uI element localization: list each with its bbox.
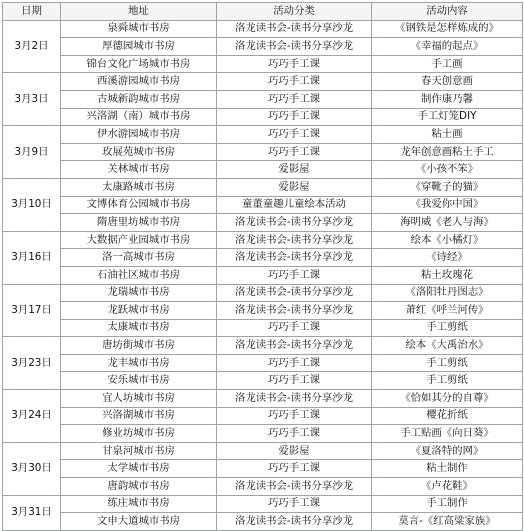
content-cell: 手工贴画《向日葵》	[372, 425, 523, 443]
content-cell: 制作康乃馨	[372, 90, 523, 108]
table-row	[3, 319, 523, 337]
header-address: 地址	[61, 3, 217, 21]
address-cell: 玫展苑城市书房	[61, 143, 217, 161]
content-cell: 粘土制作	[372, 460, 523, 478]
content-cell: 手工灯笼DIY	[372, 108, 523, 126]
category-cell: 洛龙读书会-读书分享沙龙	[217, 478, 372, 496]
table-row	[3, 38, 523, 56]
address-cell: 文申大道城市书房	[61, 513, 217, 531]
category-cell: 巧巧手工课	[217, 73, 372, 91]
category-cell: 巧巧手工课	[217, 460, 372, 478]
address-cell: 甘泉河城市书房	[61, 442, 217, 460]
table-row	[3, 143, 523, 161]
category-cell: 巧巧手工课	[217, 266, 372, 284]
address-cell: 太学城市书房	[61, 460, 217, 478]
date-cell: 3月23日	[3, 337, 61, 390]
category-cell: 巧巧手工课	[217, 90, 372, 108]
content-cell: 莫言-《红高粱家族》	[372, 513, 523, 531]
category-cell: 巧巧手工课	[217, 108, 372, 126]
address-cell: 兴洛湖（南）城市书房	[61, 108, 217, 126]
table-row	[3, 478, 523, 496]
category-cell: 巧巧手工课	[217, 55, 372, 73]
table-row	[3, 90, 523, 108]
address-cell: 唐韵城市书房	[61, 478, 217, 496]
content-cell: 《诗经》	[372, 249, 523, 267]
category-cell: 洛龙读书会-读书分享沙龙	[217, 302, 372, 320]
address-cell: 古城新韵城市书房	[61, 90, 217, 108]
category-cell: 洛龙读书会-读书分享沙龙	[217, 284, 372, 302]
content-cell: 《幸福的起点》	[372, 38, 523, 56]
table-row	[3, 425, 523, 443]
address-cell: 洛一高城市书房	[61, 249, 217, 267]
address-cell: 修业坊城市书房	[61, 425, 217, 443]
table-row	[3, 513, 523, 531]
table-row	[3, 161, 523, 179]
category-cell: 洛龙读书会-读书分享沙龙	[217, 513, 372, 531]
table-row	[3, 196, 523, 214]
table-row	[3, 108, 523, 126]
table-row	[3, 284, 523, 302]
content-cell: 粘土玫瑰花	[372, 266, 523, 284]
content-cell: 《我爱你中国》	[372, 196, 523, 214]
table-row	[3, 178, 523, 196]
content-cell: 《恰如其分的自尊》	[372, 390, 523, 408]
address-cell: 龙瑞城市书房	[61, 284, 217, 302]
content-cell: 海明威《老人与海》	[372, 214, 523, 232]
table-row	[3, 460, 523, 478]
category-cell: 巧巧手工课	[217, 372, 372, 390]
category-cell: 洛龙读书会-读书分享沙龙	[217, 214, 372, 232]
category-cell: 巧巧手工课	[217, 143, 372, 161]
address-cell: 练庄城市书房	[61, 495, 217, 513]
address-cell: 安乐城市书房	[61, 372, 217, 390]
address-cell: 兴洛湖城市书房	[61, 407, 217, 425]
date-cell: 3月10日	[3, 178, 61, 231]
address-cell: 宜人坊城市书房	[61, 390, 217, 408]
header-content: 活动内容	[372, 3, 523, 21]
category-cell: 巧巧手工课	[217, 425, 372, 443]
category-cell: 洛龙读书会-读书分享沙龙	[217, 390, 372, 408]
date-cell: 3月30日	[3, 442, 61, 495]
table-row	[3, 73, 523, 91]
table-row	[3, 337, 523, 355]
category-cell: 巧巧手工课	[217, 126, 372, 144]
table-row	[3, 214, 523, 232]
date-cell: 3月9日	[3, 126, 61, 179]
content-cell: 龙年创意画粘土手工	[372, 143, 523, 161]
address-cell: 龙丰城市书房	[61, 354, 217, 372]
table-row	[3, 20, 523, 38]
table-row	[3, 390, 523, 408]
content-cell: 《夏洛特的网》	[372, 442, 523, 460]
content-cell: 《洛阳牡丹图志》	[372, 284, 523, 302]
content-cell: 手工剪纸	[372, 319, 523, 337]
address-cell: 隋唐里坊城市书房	[61, 214, 217, 232]
address-cell: 伊水游园城市书房	[61, 126, 217, 144]
content-cell: 春天创意画	[372, 73, 523, 91]
category-cell: 洛龙读书会-读书分享沙龙	[217, 20, 372, 38]
category-cell: 巧巧手工课	[217, 319, 372, 337]
table-row	[3, 126, 523, 144]
address-cell: 龙跃城市书房	[61, 302, 217, 320]
table-row	[3, 354, 523, 372]
table-row	[3, 55, 523, 73]
content-cell: 绘本《小橘灯》	[372, 231, 523, 249]
category-cell: 爱影屋	[217, 161, 372, 179]
address-cell: 泉舜城市书房	[61, 20, 217, 38]
date-cell: 3月3日	[3, 73, 61, 126]
schedule-document	[2, 2, 523, 531]
category-cell: 洛龙读书会-读书分享沙龙	[217, 249, 372, 267]
table-row	[3, 442, 523, 460]
content-cell: 《卢花鞋》	[372, 478, 523, 496]
category-cell: 巧巧手工课	[217, 495, 372, 513]
content-cell: 萧红《呼兰河传》	[372, 302, 523, 320]
address-cell: 文博体育公园城市书房	[61, 196, 217, 214]
category-cell: 巧巧手工课	[217, 407, 372, 425]
content-cell: 《小孩不笨》	[372, 161, 523, 179]
category-cell: 巧巧手工课	[217, 354, 372, 372]
content-cell: 手工画	[372, 55, 523, 73]
category-cell: 洛龙读书会-读书分享沙龙	[217, 231, 372, 249]
table-row	[3, 266, 523, 284]
schedule-body	[3, 20, 523, 530]
address-cell: 关林城市书房	[61, 161, 217, 179]
date-cell: 3月2日	[3, 20, 61, 73]
table-row	[3, 372, 523, 390]
address-cell: 大数据产业园城市书房	[61, 231, 217, 249]
category-cell: 洛龙读书会-读书分享沙龙	[217, 337, 372, 355]
address-cell: 石油社区城市书房	[61, 266, 217, 284]
schedule-table	[2, 2, 523, 531]
address-cell: 唐坊街城市书房	[61, 337, 217, 355]
content-cell: 《钢铁是怎样炼成的》	[372, 20, 523, 38]
address-cell: 太康城市书房	[61, 319, 217, 337]
table-row	[3, 407, 523, 425]
table-row	[3, 495, 523, 513]
table-row	[3, 249, 523, 267]
date-cell: 3月31日	[3, 495, 61, 530]
content-cell: 《穿靴子的猫》	[372, 178, 523, 196]
content-cell: 手工剪纸	[372, 372, 523, 390]
category-cell: 爱影屋	[217, 442, 372, 460]
category-cell: 洛龙读书会-读书分享沙龙	[217, 38, 372, 56]
address-cell: 太康路城市书房	[61, 178, 217, 196]
date-cell: 3月17日	[3, 284, 61, 337]
date-cell: 3月16日	[3, 231, 61, 284]
content-cell: 手工制作	[372, 495, 523, 513]
category-cell: 爱影屋	[217, 178, 372, 196]
table-row	[3, 302, 523, 320]
header-category: 活动分类	[217, 3, 372, 21]
header-row	[3, 3, 523, 21]
address-cell: 厚德园城市书房	[61, 38, 217, 56]
table-row	[3, 231, 523, 249]
content-cell: 粘土画	[372, 126, 523, 144]
header-date: 日期	[3, 3, 61, 21]
address-cell: 锦台文化广场城市书房	[61, 55, 217, 73]
content-cell: 手工剪纸	[372, 354, 523, 372]
category-cell: 童董童趣儿童绘本活动	[217, 196, 372, 214]
content-cell: 樱花折纸	[372, 407, 523, 425]
address-cell: 西溪游园城市书房	[61, 73, 217, 91]
date-cell: 3月24日	[3, 390, 61, 443]
content-cell: 绘本《大禹治水》	[372, 337, 523, 355]
